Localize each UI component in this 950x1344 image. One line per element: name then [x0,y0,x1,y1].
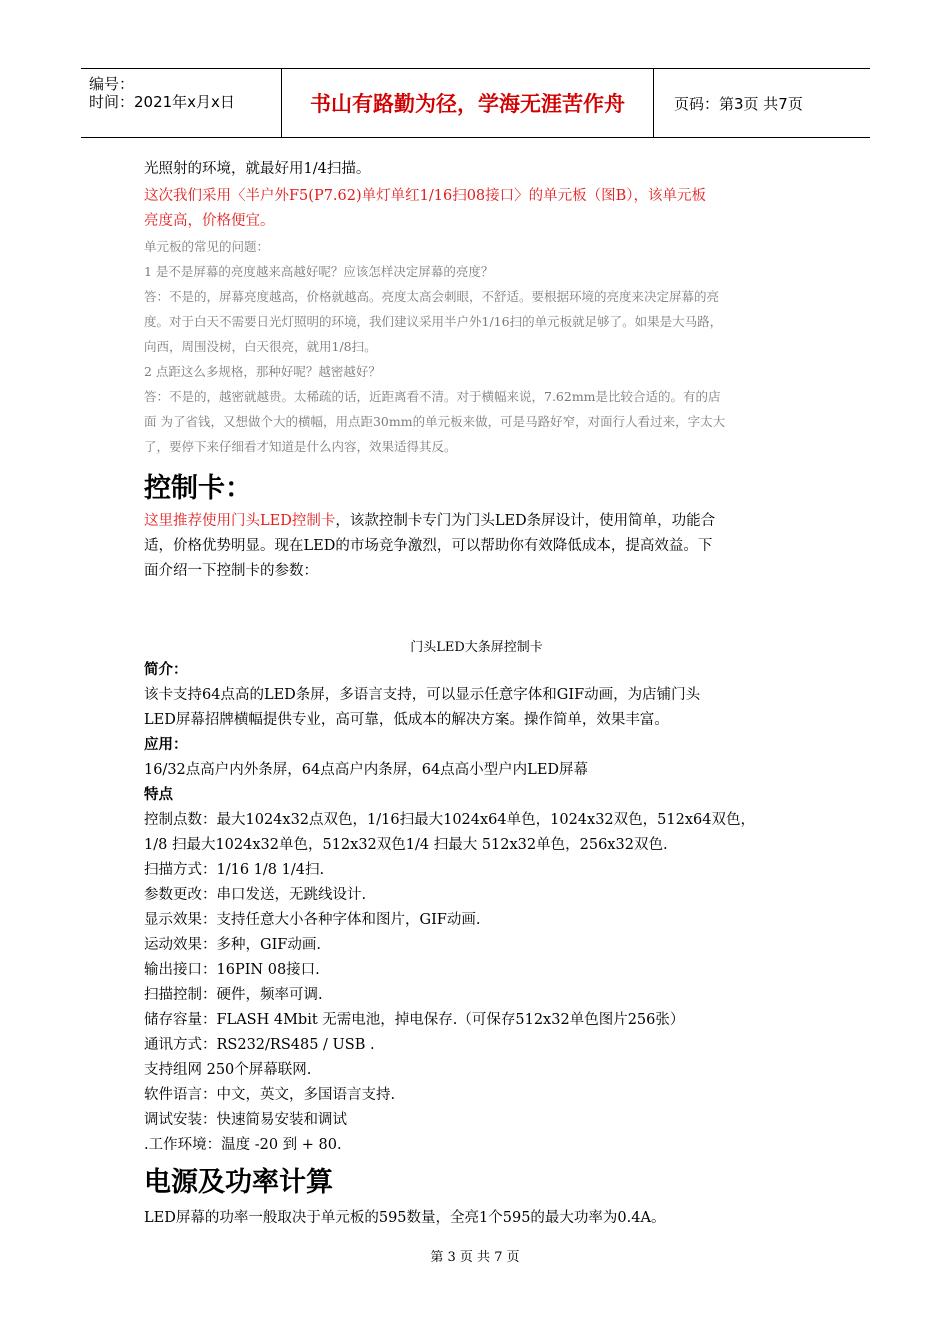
header-meta-cell [81,69,282,137]
recommend-line-2: 亮度高，价格便宜。 [144,213,275,229]
faq-answer-2-line-2: 面 为了省钱，又想做个大的横幅，用点距30mm的单元板来做，可是马路好窄，对面行人看过来，字太大 [144,414,726,429]
power-heading: 电源及功率计算 [144,1167,333,1198]
intro-body-line-2: LED屏幕招牌横幅提供专业，高可靠，低成本的解决方案。操作简单，效果丰富。 [144,712,669,728]
recommend-line-1: 这次我们采用〈半户外F5(P7.62)单灯单红1/16扫08接口〉的单元板（图B），该单元板 [144,188,707,204]
faq-answer-2-line-1: 答：不是的，越密就越贵。太稀疏的话，近距离看不清。对于横幅来说，7.62mm是比较合适的。有的店 [144,389,721,404]
intro-line: 光照射的环境，就最好用1/4扫描。 [144,161,371,177]
power-body: LED屏幕的功率一般取决于单元板的595数量，全亮1个595的最大功率为0.4A。 [144,1210,666,1226]
card-title: 门头LED大条屏控制卡 [410,640,543,655]
intro-label: 简介： [144,662,188,678]
application-label: 应用： [144,737,188,753]
feature-line: 通讯方式：RS232/RS485 / USB . [144,1037,375,1053]
faq-answer-2-line-3: 了，要停下来仔细看才知道是什么内容，效果适得其反。 [144,439,457,454]
intro-body-line-1: 该卡支持64点高的LED条屏，多语言支持，可以显示任意字体和GIF动画，为店铺门头 [144,687,701,703]
document-date: 时间：2021年x月x日 [89,93,235,111]
control-recommend-line-2: 适，价格优势明显。现在LED的市场竞争激烈，可以帮助你有效降低成本，提高效益。下 [144,538,713,554]
feature-line: .工作环境：温度 -20 到 + 80. [144,1137,342,1153]
page-footer: 第 3 页 共 7 页 [430,1250,520,1265]
header-motto: 书山有路勤为径，学海无涯苦作舟 [282,69,654,137]
faq-answer-1-line-1: 答：不是的，屏幕亮度越高，价格就越高。亮度太高会刺眼，不舒适。要根据环境的亮度来决定屏幕的亮 [144,289,720,304]
feature-line: 调试安装：快速简易安装和调试 [144,1112,347,1128]
features-label: 特点 [144,787,173,803]
feature-line: 支持组网 250个屏幕联网. [144,1062,312,1078]
feature-line: 1/8 扫最大1024x32单色，512x32双色1/4 扫最大 512x32单色，256x32双色. [144,837,668,853]
faq-title: 单元板的常见的问题： [144,239,270,254]
feature-line: 扫描方式：1/16 1/8 1/4扫. [144,862,325,878]
control-recommend-line-3: 面介绍一下控制卡的参数： [144,563,318,579]
faq-question-2: 2 点距这么多规格，那种好呢？越密越好？ [144,364,381,379]
page-number-text: 页码：第3页 共7页 [674,94,803,113]
feature-line: 显示效果：支持任意大小各种字体和图片，GIF动画. [144,912,481,928]
feature-line: 参数更改：串口发送，无跳线设计. [144,887,367,903]
document-number-label: 编号： [89,75,135,93]
control-recommend-rest: ，该款控制卡专门为门头LED条屏设计，使用简单，功能合 [335,513,716,529]
application-body: 16/32点高户内外条屏，64点高户内条屏，64点高小型户内LED屏幕 [144,762,589,778]
page-header [81,68,870,138]
feature-line: 软件语言：中文，英文，多国语言支持. [144,1087,396,1103]
faq-question-1: 1 是不是屏幕的亮度越来高越好呢？应该怎样决定屏幕的亮度？ [144,264,494,279]
control-card-heading: 控制卡： [144,473,252,504]
control-recommend-highlight: 这里推荐使用门头LED控制卡 [144,513,336,529]
feature-line: 扫描控制：硬件，频率可调. [144,987,323,1003]
feature-line: 控制点数：最大1024x32点双色，1/16扫最大1024x64单色，1024x32双色，512x64双色， [144,812,755,828]
feature-line: 运动效果：多种，GIF动画. [144,937,321,953]
feature-line: 输出接口：16PIN 08接口. [144,962,320,978]
control-recommend-line-1 [144,509,809,534]
faq-answer-1-line-2: 度。对于白天不需要日光灯照明的环境，我们建议采用半户外1/16扫的单元板就足够了。如果是大马路， [144,314,723,329]
faq-answer-1-line-3: 向西，周围没树，白天很亮，就用1/8扫。 [144,339,377,354]
header-page-number [664,69,870,137]
feature-line: 储存容量：FLASH 4Mbit 无需电池，掉电保存.（可保存512x32单色图片256张） [144,1012,685,1028]
